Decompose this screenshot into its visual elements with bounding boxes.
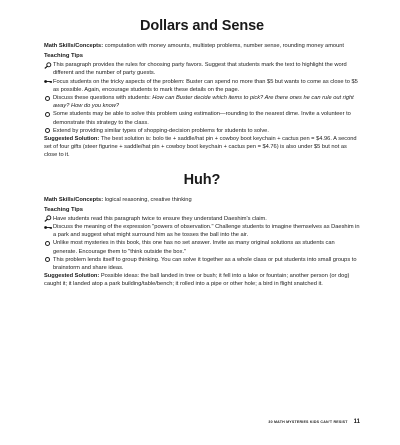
book-title: 30 MATH MYSTERIES KIDS CAN'T RESIST [268,420,348,424]
tip-text: Focus students on the tricky aspects of the problem: Buster can spend no more than $5 but wants to come as close to $5 as possible. Again, encourage students to mark these details on the page. [53,78,358,93]
circle-bullet-icon [44,94,52,102]
teaching-tips-heading: Teaching Tips [44,206,84,213]
section-title: Dollars and Sense [139,18,264,34]
tip-text: Some students may be able to solve this problem using estimation—rounding to the nearest dime. Invite a volunteer to demonstrate this strategy to the class. [53,111,351,126]
skills-label: Math Skills/Concepts: [44,196,104,203]
section-dollars-and-sense [44,0,360,160]
circle-bullet-icon [44,127,52,135]
tip-item [44,256,360,272]
key-icon [44,223,52,231]
tip-item [44,94,360,110]
key-icon [44,78,52,86]
skills-line [44,42,360,50]
tip-text: Unlike most mysteries in this book, this one has no set answer. Invite as many original solutions as students can generate. Encourage them to "think outside the box." [53,240,335,255]
tip-text: Discuss these questions with students: [53,95,153,102]
tips-list [44,215,360,272]
circle-bullet-icon [44,256,52,264]
solution-text: Possible ideas: the ball landed in tree or bush; it fell into a lake or fountain; another person (or dog) caught it; it landed atop a park building/table/bench; it rolled into a pipe or other hole; a bird in flight snatched it. [44,273,350,288]
solution-label: Suggested Solution: [44,136,100,143]
tip-item [44,223,360,239]
section-huh [44,172,360,289]
teaching-tips-heading: Teaching Tips [44,53,84,60]
tip-item [44,110,360,126]
circle-bullet-icon [44,239,52,247]
tip-text: This problem lends itself to group thinking. You can solve it together as a whole class or put students into small groups to brainstorm and share ideas. [53,256,357,272]
tip-italic-questions: How can Buster decide which items to pick? Are there ones he can rule out right away? How do you know? [53,95,354,110]
tips-list [44,61,360,135]
tip-text: Extend by providing similar types of shopping-decision problems for students to solve. [53,127,269,134]
magnifier-icon [44,61,52,69]
skills-label: Math Skills/Concepts: [44,43,104,49]
section-title: Huh? [183,171,221,188]
suggested-solution [44,272,360,288]
circle-bullet-icon [44,110,52,118]
tip-text: Have students read this paragraph twice to ensure they understand Daeshim's claim. [53,215,267,222]
skills-text: logical reasoning, creative thinking [103,196,192,203]
tip-item [44,78,360,94]
page-number: 11 [353,419,360,425]
skills-text: computation with money amounts, multistep problems, number sense, rounding money amount [103,43,345,49]
solution-label: Suggested Solution: [44,273,100,280]
tip-item [44,239,360,255]
tip-text: This paragraph provides the rules for choosing party favors. Suggest that students mark the text to highlight the word different and the number of party guests. [53,62,347,77]
magnifier-icon [44,215,52,223]
tip-item [44,61,360,77]
tip-item [44,215,360,223]
solution-text: The best solution is: bolo tie + saddle/hat pin + cowboy boot keychain + cactus pen = $4.96. A second set of four gifts (steer figurine + saddle/hat pin + cowboy boot keychain + cactus pen = $4.76) is also under $5 but not as close to it. [44,136,357,159]
tip-item [44,127,360,135]
tip-text: Discuss the meaning of the expression "powers of observation." Challenge students to imagine themselves as Daeshim in a park and suggest what might surround him as he tosses the ball into the air. [53,224,360,239]
skills-line [44,196,360,204]
suggested-solution [44,135,360,160]
page-footer [268,419,360,425]
